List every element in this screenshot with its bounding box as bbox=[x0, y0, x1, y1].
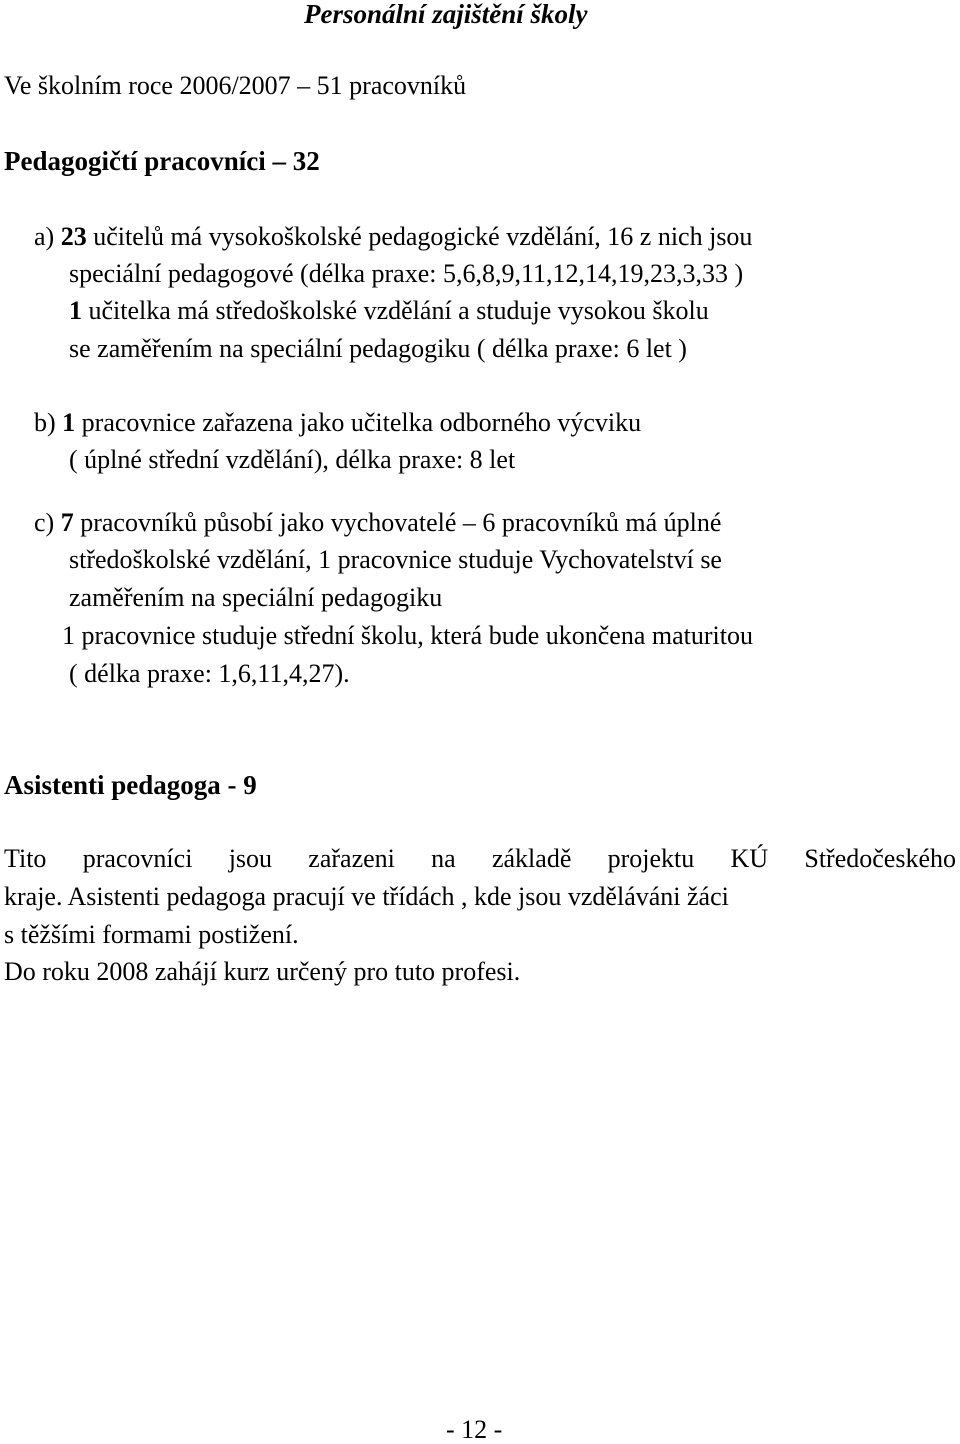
item-b-text: pracovnice zařazena jako učitelka odborného výcviku bbox=[75, 408, 642, 437]
assistants-paragraph-line-1 bbox=[4, 846, 956, 872]
word: pracovníci bbox=[82, 844, 193, 873]
item-a-count-2: 1 bbox=[69, 296, 82, 325]
word: na bbox=[431, 844, 456, 873]
pedagogical-heading: Pedagogičtí pracovníci – 32 bbox=[4, 146, 320, 176]
item-a-line-4: se zaměřením na speciální pedagogiku ( délka praxe: 6 let ) bbox=[69, 334, 687, 363]
intro-line: Ve školním roce 2006/2007 – 51 pracovníků bbox=[4, 71, 467, 100]
word: projektu bbox=[607, 844, 695, 873]
assistants-note: Do roku 2008 zahájí kurz určený pro tuto profesi. bbox=[4, 957, 521, 986]
word: KÚ bbox=[730, 844, 769, 873]
word: Středočeského bbox=[804, 844, 956, 873]
item-b-line-1 bbox=[34, 410, 641, 436]
assistants-paragraph-line-3: s těžšími formami postižení. bbox=[4, 920, 299, 949]
item-c-line-1 bbox=[34, 510, 721, 536]
page-title: Personální zajištění školy bbox=[304, 0, 588, 29]
word: základě bbox=[491, 844, 572, 873]
item-b-count: 1 bbox=[62, 408, 76, 437]
word: jsou bbox=[228, 844, 273, 873]
item-c-marker: c) bbox=[34, 508, 55, 537]
word: zařazeni bbox=[308, 844, 395, 873]
item-a-count: 23 bbox=[60, 222, 87, 251]
item-a-line-3 bbox=[69, 298, 709, 324]
page-number: - 12 - bbox=[446, 1415, 503, 1444]
item-c-line-2: středoškolské vzdělání, 1 pracovnice studuje Vychovatelství se bbox=[69, 545, 722, 574]
item-a-text-3: učitelka má středoškolské vzdělání a studuje vysokou školu bbox=[82, 296, 709, 325]
item-a-text: učitelů má vysokoškolské pedagogické vzdělání, 16 z nich jsou bbox=[86, 222, 753, 251]
item-c-line-5: ( délka praxe: 1,6,11,4,27). bbox=[69, 659, 350, 688]
item-a-marker: a) bbox=[34, 222, 55, 251]
item-c-line-4: 1 pracovnice studuje střední školu, která bude ukončena maturitou bbox=[62, 621, 753, 650]
item-c-count: 7 bbox=[60, 508, 74, 537]
item-c-text: pracovníků působí jako vychovatelé – 6 pracovníků má úplné bbox=[73, 508, 722, 537]
item-b-line-2: ( úplné střední vzdělání), délka praxe: 8 let bbox=[69, 445, 516, 474]
item-b-marker: b) bbox=[34, 408, 56, 437]
item-c-line-3: zaměřením na speciální pedagogiku bbox=[69, 583, 443, 612]
item-a-line-2: speciální pedagogové (délka praxe: 5,6,8,9,11,12,14,19,23,3,33 ) bbox=[69, 259, 744, 288]
word: Tito bbox=[4, 844, 47, 873]
assistants-paragraph-line-2: kraje. Asistenti pedagoga pracují ve třídách , kde jsou vzděláváni žáci bbox=[4, 882, 729, 911]
assistants-heading: Asistenti pedagoga - 9 bbox=[4, 770, 257, 800]
item-a-line-1 bbox=[34, 224, 752, 250]
